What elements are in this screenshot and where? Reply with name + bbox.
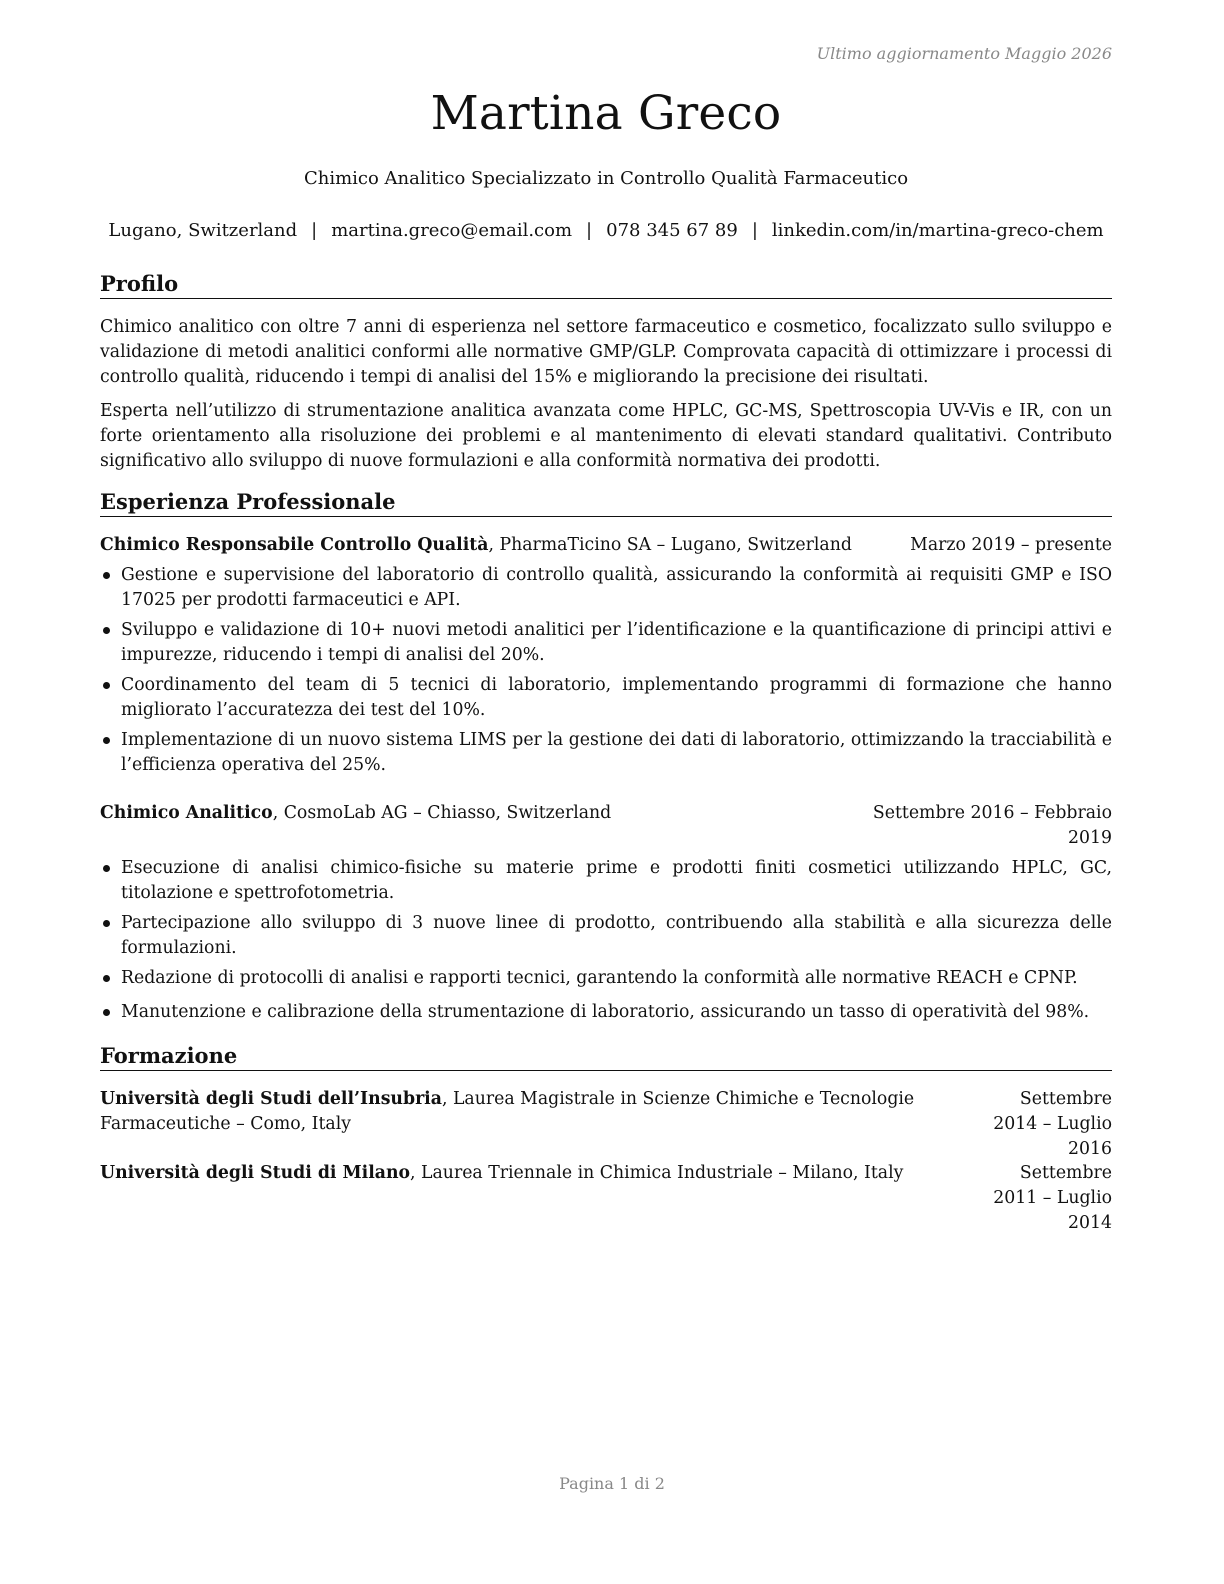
list-item: Sviluppo e validazione di 10+ nuovi metodi analitici per l’identificazione e la quantificazione di principi attivi e impurezze, riducendo i tempi di analisi del 20%. (100, 618, 1112, 668)
education-degree-cont: Farmaceutiche – Como, Italy (100, 1114, 352, 1134)
bullet-icon (103, 572, 110, 579)
job-role: Chimico Responsabile Controllo Qualità (100, 535, 489, 555)
list-item: Partecipazione allo sviluppo di 3 nuove linee di prodotto, contribuendo alla stabilità e alla sicurezza delle formulazioni. (100, 911, 1112, 961)
job-company: , CosmoLab AG – Chiasso, Switzerland (272, 803, 612, 823)
bullet-icon (103, 920, 110, 927)
bullet-icon (103, 1009, 110, 1016)
list-item: Redazione di protocolli di analisi e rapporti tecnici, garantendo la conformità alle normative REACH e CPNP. (100, 966, 1112, 991)
job-header (100, 533, 1112, 558)
list-item: Coordinamento del team di 5 tecnici di laboratorio, implementando programmi di formazione che hanno migliorato l’accuratezza dei test del 10%. (100, 673, 1112, 723)
list-item: Esecuzione di analisi chimico-fisiche su materie prime e prodotti finiti cosmetici utilizzando HPLC, GC, titolazione e spettrofotometria. (100, 856, 1112, 906)
list-item: Implementazione di un nuovo sistema LIMS per la gestione dei dati di laboratorio, ottimizzando la tracciabilità e l’efficienza operativa del 25%. (100, 728, 1112, 778)
contact-linkedin[interactable]: linkedin.com/in/martina-greco-chem (771, 220, 1104, 241)
list-item: Manutenzione e calibrazione della strumentazione di laboratorio, assicurando un tasso di operatività del 98%. (100, 1000, 1112, 1025)
education-dates: Settembre 2011 – Luglio 2014 (993, 1163, 1112, 1233)
page-number: Pagina 1 di 2 (559, 1474, 665, 1493)
list-item: Gestione e supervisione del laboratorio di controllo qualità, assicurando la conformità ai requisiti GMP e ISO 17025 per prodotti farmaceutici e API. (100, 563, 1112, 613)
contact-separator: | (586, 220, 593, 241)
bullet-icon (103, 682, 110, 689)
job-dates: Settembre 2016 – Febbraio 2019 (872, 803, 1112, 848)
contact-separator: | (311, 220, 318, 241)
contact-phone: 078 345 67 89 (606, 220, 738, 241)
candidate-title: Chimico Analitico Specializzato in Controllo Qualità Farmaceutico (303, 168, 909, 189)
education-dates: Settembre 2014 – Luglio 2016 (993, 1089, 1112, 1159)
candidate-name: Martina Greco (430, 86, 782, 141)
contact-line (100, 220, 1112, 241)
job-bullets (100, 856, 1112, 1030)
profile-paragraph-2: Esperta nell’utilizzo di strumentazione analitica avanzata come HPLC, GC-MS, Spettroscopia UV-Vis e IR, con un forte orientamento alla risoluzione dei problemi e al mantenimento di elevati standard qualitativi. Contributo significativo allo sviluppo di nuove formulazioni e alla conformità normativa dei prodotti. (100, 401, 1112, 471)
education-school: Università degli Studi di Milano (100, 1163, 411, 1183)
contact-email[interactable]: martina.greco@email.com (331, 220, 573, 241)
contact-separator: | (751, 220, 758, 241)
job-bullets (100, 563, 1112, 783)
job-role: Chimico Analitico (100, 803, 273, 823)
bullet-icon (103, 975, 110, 982)
job-dates: Marzo 2019 – presente (910, 535, 1112, 555)
section-title-profile: Profilo (100, 271, 1112, 299)
education-school: Università degli Studi dell’Insubria (100, 1089, 442, 1109)
job-company: , PharmaTicino SA – Lugano, Switzerland (488, 535, 852, 555)
last-updated: Ultimo aggiornamento Maggio 2026 (816, 44, 1112, 63)
section-title-education: Formazione (100, 1043, 1112, 1071)
contact-location: Lugano, Switzerland (108, 220, 298, 241)
job-header (100, 801, 1112, 851)
profile-paragraph-1: Chimico analitico con oltre 7 anni di esperienza nel settore farmaceutico e cosmetico, focalizzato sullo sviluppo e validazione di metodi analitici conformi alle normative GMP/GLP. Comprovata capacità di ottimizzare i processi di controllo qualità, riducendo i tempi di analisi del 15% e migliorando la precisione dei risultati. (100, 317, 1112, 387)
section-title-experience: Esperienza Professionale (100, 489, 1112, 517)
education-degree: , Laurea Magistrale in Scienze Chimiche e Tecnologie (441, 1089, 915, 1109)
bullet-icon (103, 865, 110, 872)
bullet-icon (103, 737, 110, 744)
education-degree: , Laurea Triennale in Chimica Industriale – Milano, Italy (410, 1163, 904, 1183)
bullet-icon (103, 627, 110, 634)
